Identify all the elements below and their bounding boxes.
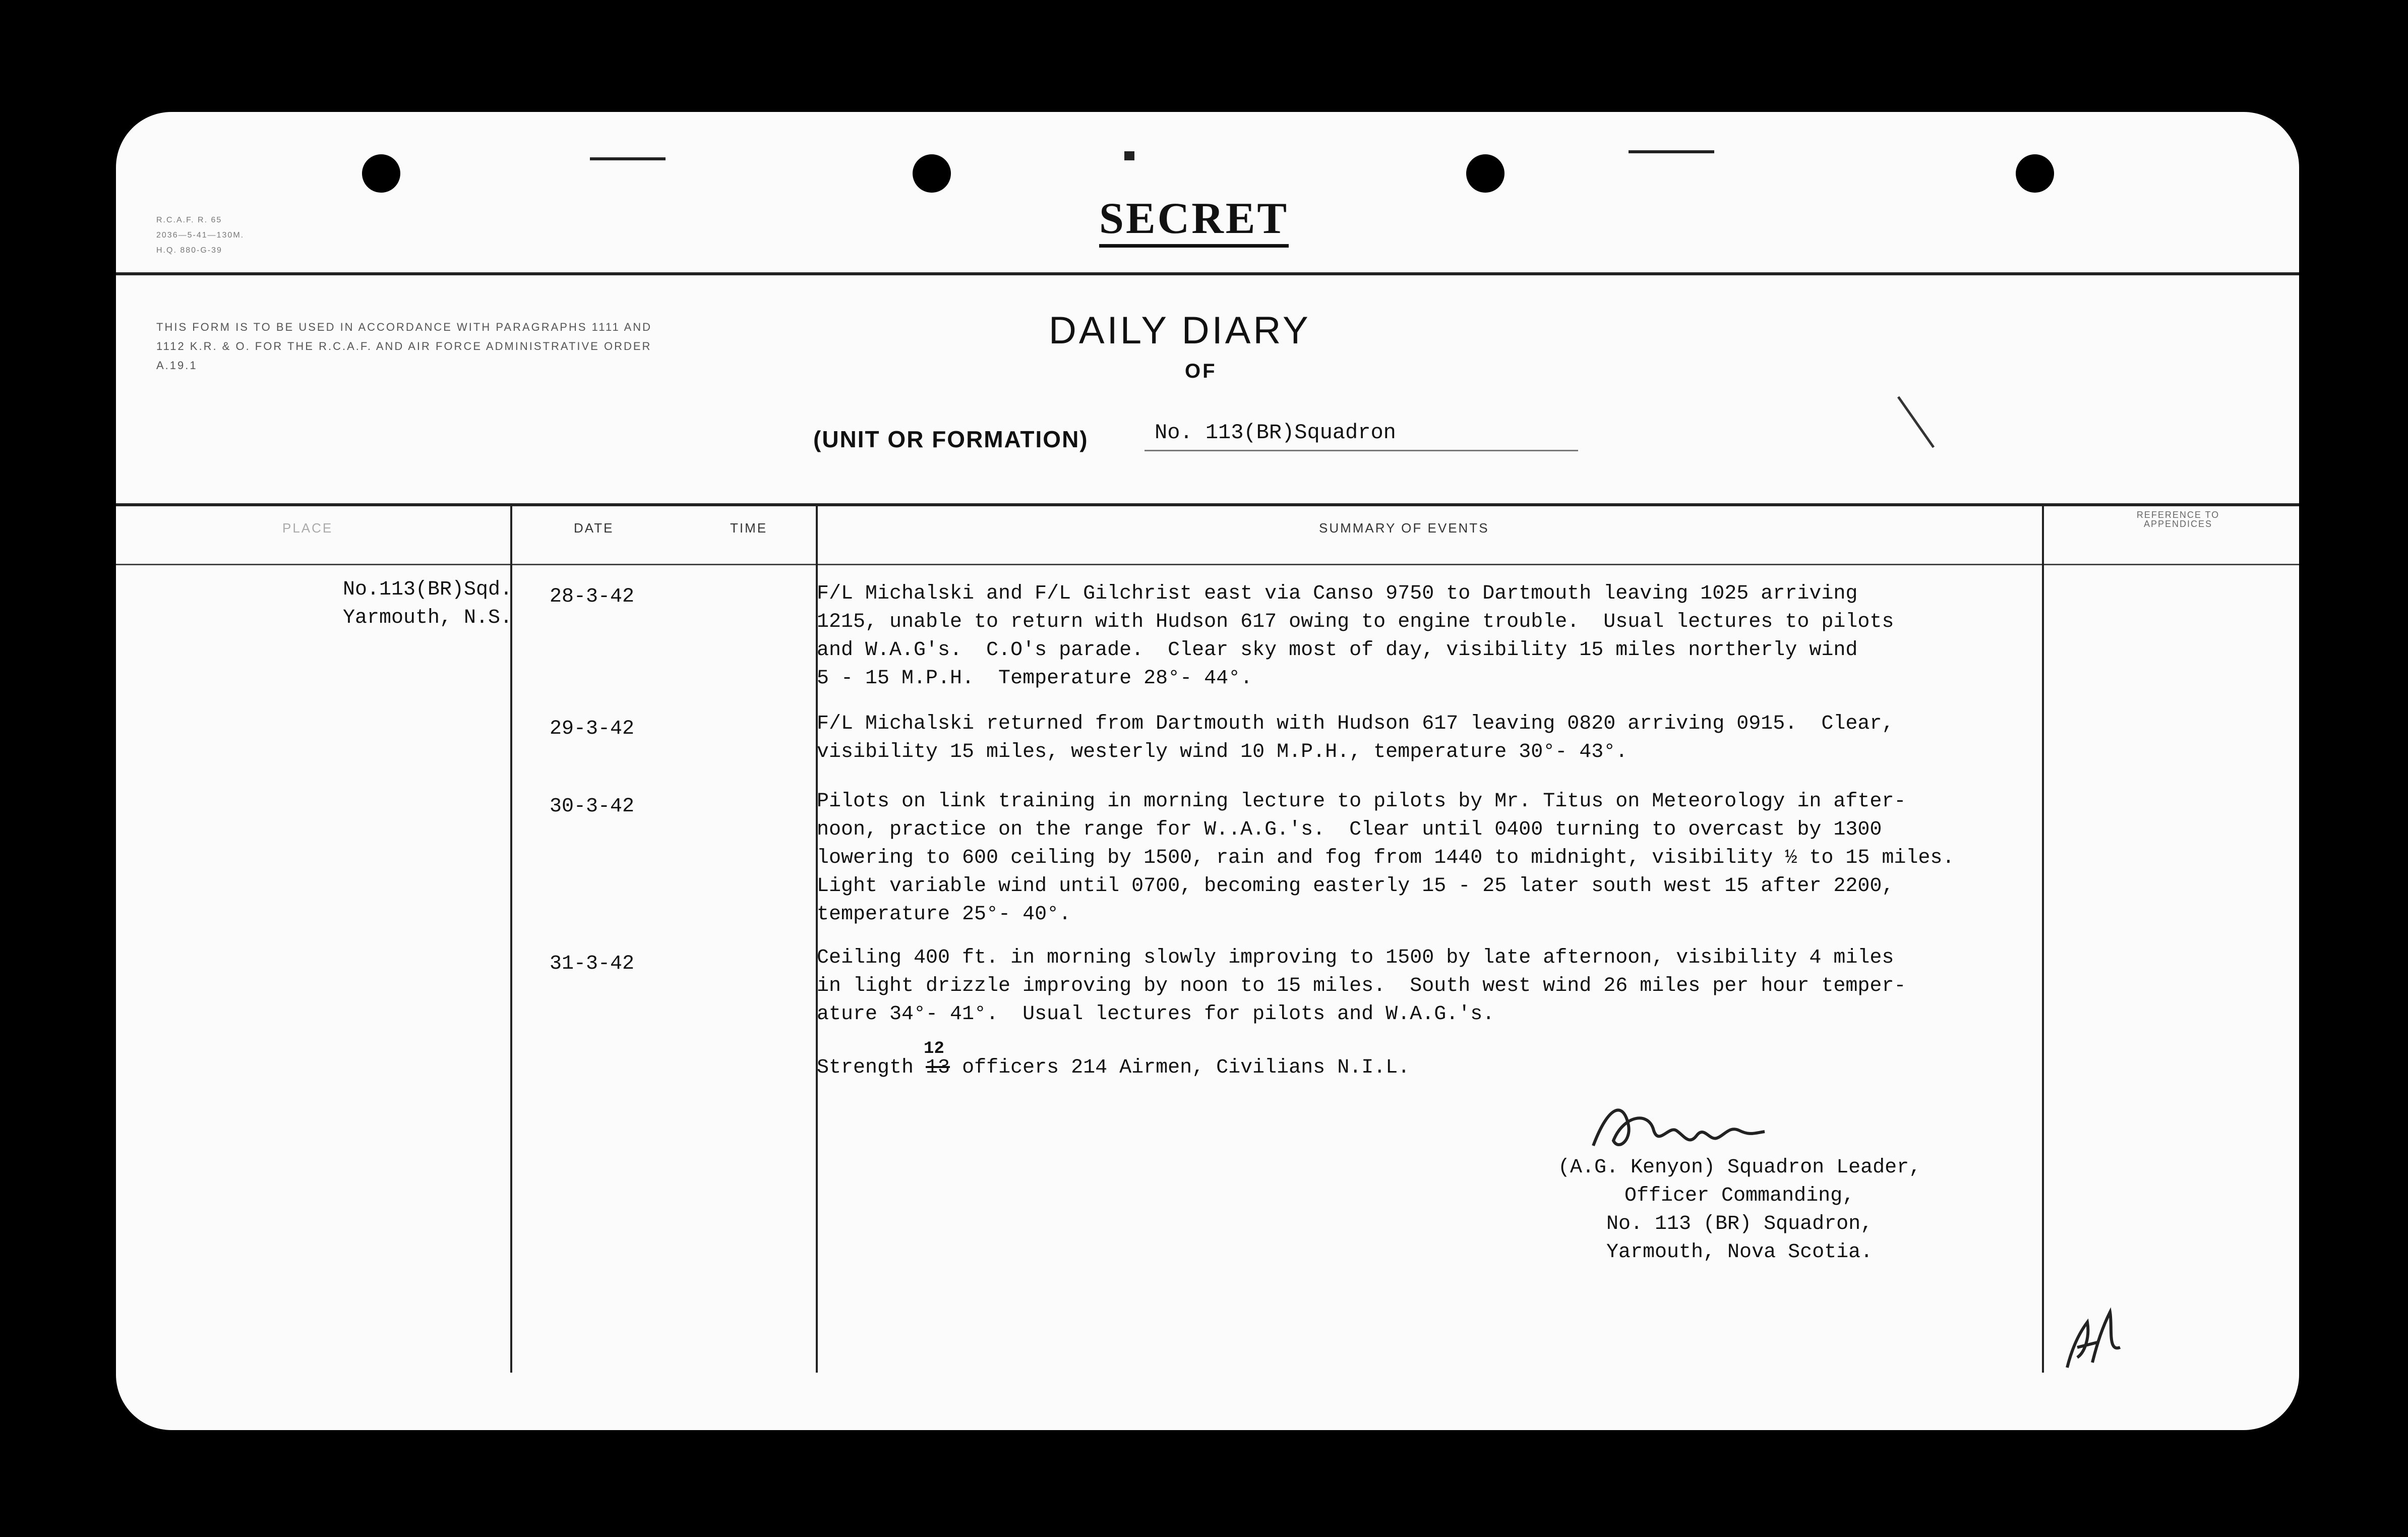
entry-summary: F/L Michalski returned from Dartmouth with Hudson 617 leaving 0820 arriving 0915. Clear, visibility 15 miles, westerly wind 10 M.P.H., temperature 30°- 43°.	[817, 713, 1894, 763]
place-cell	[343, 576, 512, 632]
place-line-1: No.113(BR)Sqd.	[343, 578, 513, 601]
entry-date: 31-3-42	[550, 953, 635, 975]
punch-hole	[1466, 154, 1504, 193]
strength-suffix: officers 214 Airmen, Civilians N.I.L.	[950, 1056, 1410, 1079]
pen-stroke	[1896, 394, 1936, 450]
entry-summary: Ceiling 400 ft. in morning slowly improving to 1500 by late afternoon, visibility 4 miles in light drizzle improving by noon to 15 miles. South west wind 26 miles per hour temper- ature 34°- 41°. Usual lectures for pilots and W.A.G.'s.	[817, 947, 1906, 1026]
form-of-label: OF	[1185, 360, 1217, 382]
strength-line	[817, 1039, 2163, 1082]
column-header-summary: SUMMARY OF EVENTS	[1319, 520, 1489, 536]
form-instructions: THIS FORM IS TO BE USED IN ACCORDANCE WITH PARAGRAPHS 1111 AND 1112 K.R. & O. FOR THE R.C.A.F. AND AIR FORCE ADMINISTRATIVE ORDER A.19.1	[156, 321, 652, 372]
form-reference-code: R.C.A.F. R. 65 2036—5-41—130M. H.Q. 880-G-39	[156, 216, 245, 255]
entry-date: 30-3-42	[550, 795, 635, 818]
classification-stamp: SECRET	[1099, 194, 1289, 248]
column-header-reference: REFERENCE TO APPENDICES	[2136, 510, 2220, 529]
unit-underline	[1145, 450, 1578, 451]
column-header-date: DATE	[574, 520, 614, 536]
column-header-place: PLACE	[282, 520, 333, 536]
paper-speck	[1629, 150, 1714, 153]
punch-hole	[2016, 154, 2054, 193]
signature-line-4: Yarmouth, Nova Scotia.	[1606, 1241, 1873, 1264]
entry-date: 29-3-42	[550, 718, 635, 740]
column-header-rule	[116, 564, 2299, 565]
paper-speck	[590, 157, 666, 160]
signature-line-2: Officer Commanding,	[1624, 1185, 1855, 1207]
entry-date: 28-3-42	[550, 585, 635, 608]
entry-summary: F/L Michalski and F/L Gilchrist east via Canso 9750 to Dartmouth leaving 1025 arriving 1215, unable to return with Hudson 617 owing to engine trouble. Usual lectures to pilots and W.A.G's. C.O's parade. Clear sky most of day, visibility 15 miles northerly wind 5 - 15 M.P.H. Temperature 28°- 44°.	[817, 582, 1894, 690]
handwritten-signature	[1588, 1095, 1770, 1161]
strength-correction: 12	[924, 1039, 944, 1058]
punch-hole	[913, 154, 951, 193]
column-header-time: TIME	[730, 520, 768, 536]
handwritten-initials	[2062, 1302, 2123, 1373]
unit-value: No. 113(BR)Squadron	[1155, 421, 1396, 445]
column-divider-place-date	[510, 505, 512, 1373]
strength-prefix: Strength	[817, 1056, 926, 1079]
signature-block	[1558, 1154, 1921, 1267]
signature-line-1: (A.G. Kenyon) Squadron Leader,	[1558, 1156, 1921, 1179]
strength-struck-value: 13	[926, 1056, 950, 1079]
header-rule	[116, 272, 2299, 275]
signature-line-3: No. 113 (BR) Squadron,	[1606, 1213, 1873, 1235]
paper-speck	[1124, 151, 1134, 160]
place-line-2: Yarmouth, N.S.	[343, 607, 513, 629]
form-title: DAILY DIARY	[1049, 309, 1311, 352]
entry-summary: Pilots on link training in morning lecture to pilots by Mr. Titus on Meteorology in after- noon, practice on the range for W..A.G.'s. Clear until 0400 turning to overcast by 1300 lowering to 600 ceiling by 1500, rain and fog from 1440 to midnight, visibility ½ to 15 miles. Light variable wind until 0700, becoming easterly 15 - 25 later south west 15 after 2200, temperature 25°- 40°.	[817, 790, 1955, 926]
unit-label: (UNIT OR FORMATION)	[813, 426, 1089, 452]
diary-form	[116, 112, 2299, 1430]
punch-hole	[362, 154, 400, 193]
table-top-rule	[116, 503, 2299, 506]
